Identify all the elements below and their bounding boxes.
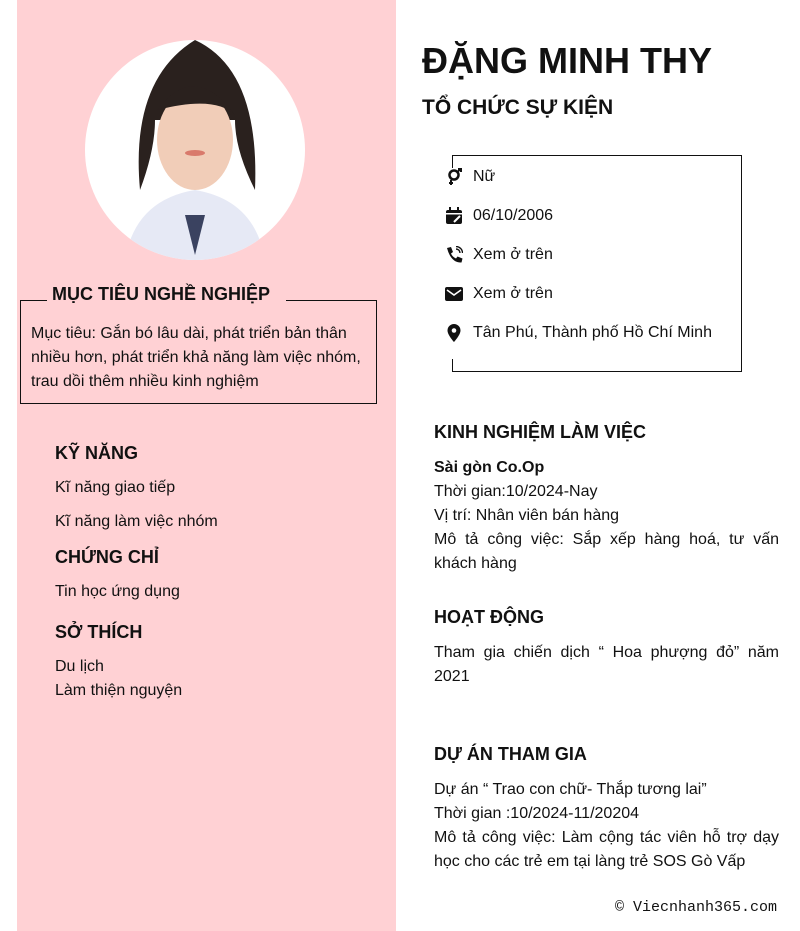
contact-email (445, 285, 553, 303)
contact-address (445, 324, 712, 342)
hobby-item: Du lịch (55, 658, 104, 675)
gender-icon (445, 168, 463, 186)
certificates-section (55, 547, 180, 604)
hobbies-title: SỞ THÍCH (55, 622, 143, 642)
experience-description: Mô tả công việc: Sắp xếp hàng hoá, tư vấn khách hàng (434, 531, 779, 572)
certificate-item: Tin học ứng dụng (55, 583, 180, 600)
contact-text: Xem ở trên (473, 285, 553, 302)
project-name: Dự án “ Trao con chữ- Thắp tương lai” (434, 781, 707, 798)
contact-phone (445, 246, 553, 264)
experience-section (434, 420, 779, 576)
objective-text: Mục tiêu: Gắn bó lâu dài, phát triển bản thân nhiều hơn, phát triển khả năng làm việc nhóm, trau dồi thêm nhiều kinh nghiệm (31, 325, 361, 390)
contact-text: Nữ (473, 168, 496, 185)
projects-section (434, 742, 779, 874)
hobby-item: Làm thiện nguyện (55, 682, 183, 699)
experience-title: KINH NGHIỆM LÀM VIỆC (434, 422, 647, 442)
objective-title: MỤC TIÊU NGHỀ NGHIỆP (47, 284, 286, 305)
experience-position: Vị trí: Nhân viên bán hàng (434, 507, 620, 524)
candidate-name: ĐẶNG MINH THY (422, 40, 712, 81)
location-icon (445, 324, 463, 342)
experience-company: Sài gòn Co.Op (434, 459, 545, 476)
phone-icon (445, 246, 463, 264)
calendar-icon (445, 207, 463, 225)
candidate-role: TỔ CHỨC SỰ KIỆN (422, 96, 614, 119)
contact-birthdate (445, 207, 553, 225)
project-description: Mô tả công việc: Làm cộng tác viên hỗ trợ dạy học cho các trẻ em tại làng trẻ SOS Gò Vấp (434, 829, 779, 870)
certificates-title: CHỨNG CHỈ (55, 547, 159, 567)
contact-text: 06/10/2006 (473, 207, 554, 224)
skill-item: Kĩ năng giao tiếp (55, 479, 176, 496)
contact-text: Tân Phú, Thành phố Hồ Chí Minh (473, 324, 712, 341)
activity-text: Tham gia chiến dịch “ Hoa phượng đỏ” năm 2021 (434, 644, 779, 685)
contact-text: Xem ở trên (473, 246, 553, 263)
project-time: Thời gian :10/2024-11/20204 (434, 805, 640, 822)
experience-time: Thời gian:10/2024-Nay (434, 483, 598, 500)
projects-title: DỰ ÁN THAM GIA (434, 744, 587, 764)
activities-title: HOẠT ĐỘNG (434, 607, 544, 627)
profile-photo (85, 40, 305, 260)
activities-section (434, 605, 779, 689)
footer-watermark: © Viecnhanh365.com (614, 899, 777, 916)
email-icon (445, 285, 463, 303)
hobbies-section (55, 622, 182, 703)
skills-title: KỸ NĂNG (55, 443, 139, 463)
skills-section (55, 443, 218, 534)
contact-gender (445, 168, 495, 186)
career-objective (20, 284, 377, 404)
skill-item: Kĩ năng làm việc nhóm (55, 513, 218, 530)
